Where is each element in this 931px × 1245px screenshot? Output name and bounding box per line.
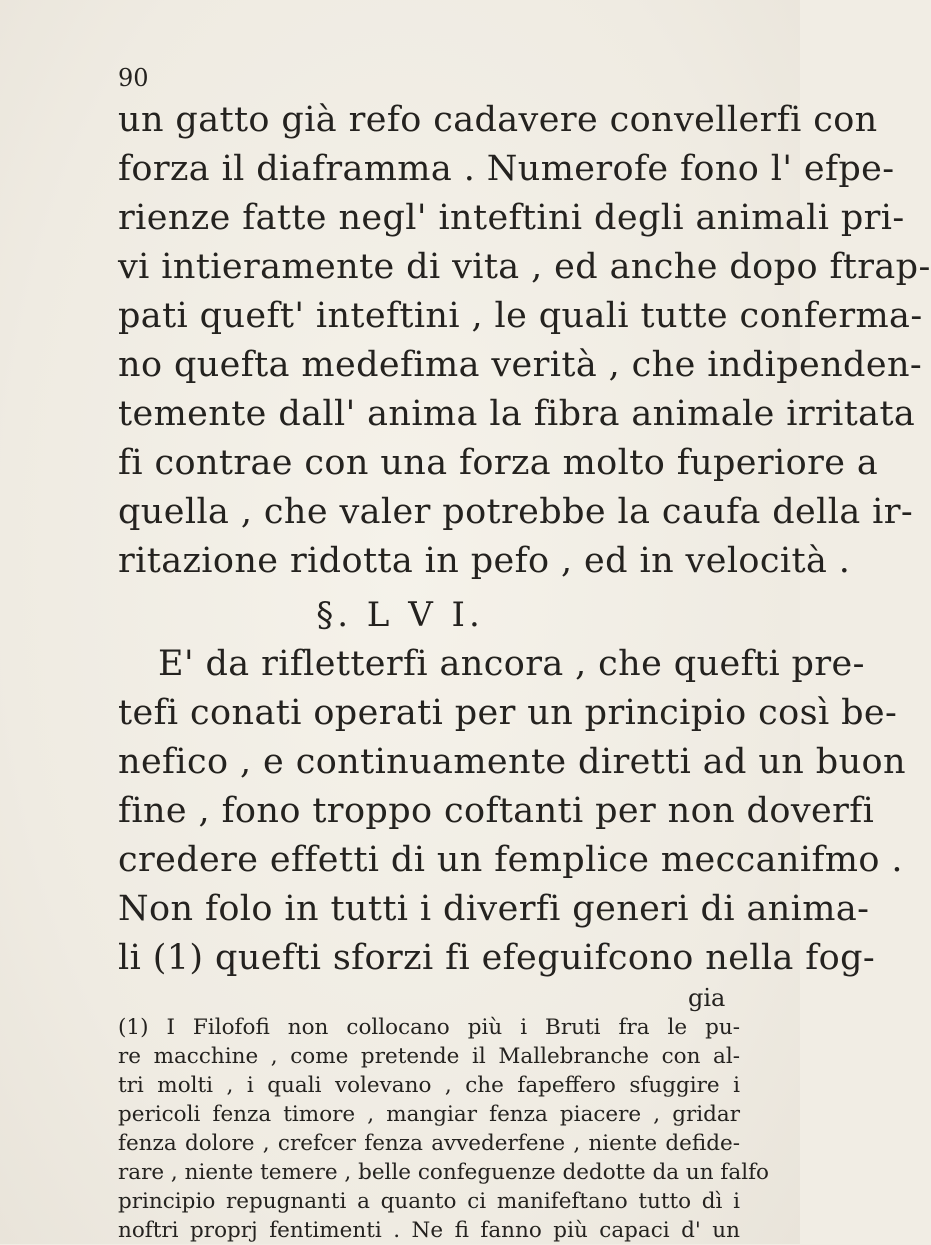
footnote-line: fenza dolore , crefcer fenza avvederfene , niente defide- (118, 1131, 740, 1156)
section-heading: §. L V I. (316, 595, 484, 635)
footnote-line: rare , niente temere , belle confeguenze dedotte da un falfo (118, 1160, 769, 1185)
catchword: gia (688, 984, 726, 1012)
text-line: tefi conati operati per un principio così be- (118, 693, 898, 733)
text-line: temente dall' anima la fibra animale irritata (118, 394, 916, 434)
footnote-line: re macchine , come pretende il Mallebranche con al- (118, 1044, 740, 1069)
text-line: forza il diaframma . Numerofe fono l' efpe- (118, 149, 895, 189)
text-line: vi intieramente di vita , ed anche dopo ftrap- (118, 247, 931, 287)
footnote-line: tri molti , i quali volevano , che fapeffero sfuggire i (118, 1073, 740, 1098)
text-line: Non folo in tutti i diverfi generi di anima- (118, 889, 870, 929)
footnote-line: (1) I Filofofi non collocano più i Bruti fra le pu- (118, 1015, 740, 1040)
footnote-line: principio repugnanti a quanto ci manifeftano tutto dì i (118, 1189, 740, 1214)
page-number: 90 (118, 64, 149, 92)
text-line: pati queft' inteftini , le quali tutte conferma- (118, 296, 923, 336)
text-line: li (1) quefti sforzi fi efeguifcono nella fog- (118, 938, 876, 978)
text-line: nefico , e continuamente diretti ad un buon (118, 742, 906, 782)
text-line: ritazione ridotta in pefo , ed in velocità . (118, 541, 851, 581)
text-line: E' da rifletterfi ancora , che quefti pre- (158, 644, 865, 684)
text-line: fi contrae con una forza molto fuperiore a (118, 443, 879, 483)
text-line: quella , che valer potrebbe la caufa della ir- (118, 492, 914, 532)
text-line: fine , fono troppo coftanti per non doverfi (118, 791, 875, 831)
text-line: rienze fatte negl' inteftini degli animali pri- (118, 198, 905, 238)
text-line: un gatto già refo cadavere convellerfi con (118, 100, 878, 140)
footnote-line: noftri proprj fentimenti . Ne fi fanno più capaci d' un (118, 1218, 740, 1243)
text-line: no quefta medefima verità , che indipenden- (118, 345, 923, 385)
footnote-line: pericoli fenza timore , mangiar fenza piacere , gridar (118, 1102, 740, 1127)
text-line: credere effetti di un femplice meccanifmo . (118, 840, 903, 880)
